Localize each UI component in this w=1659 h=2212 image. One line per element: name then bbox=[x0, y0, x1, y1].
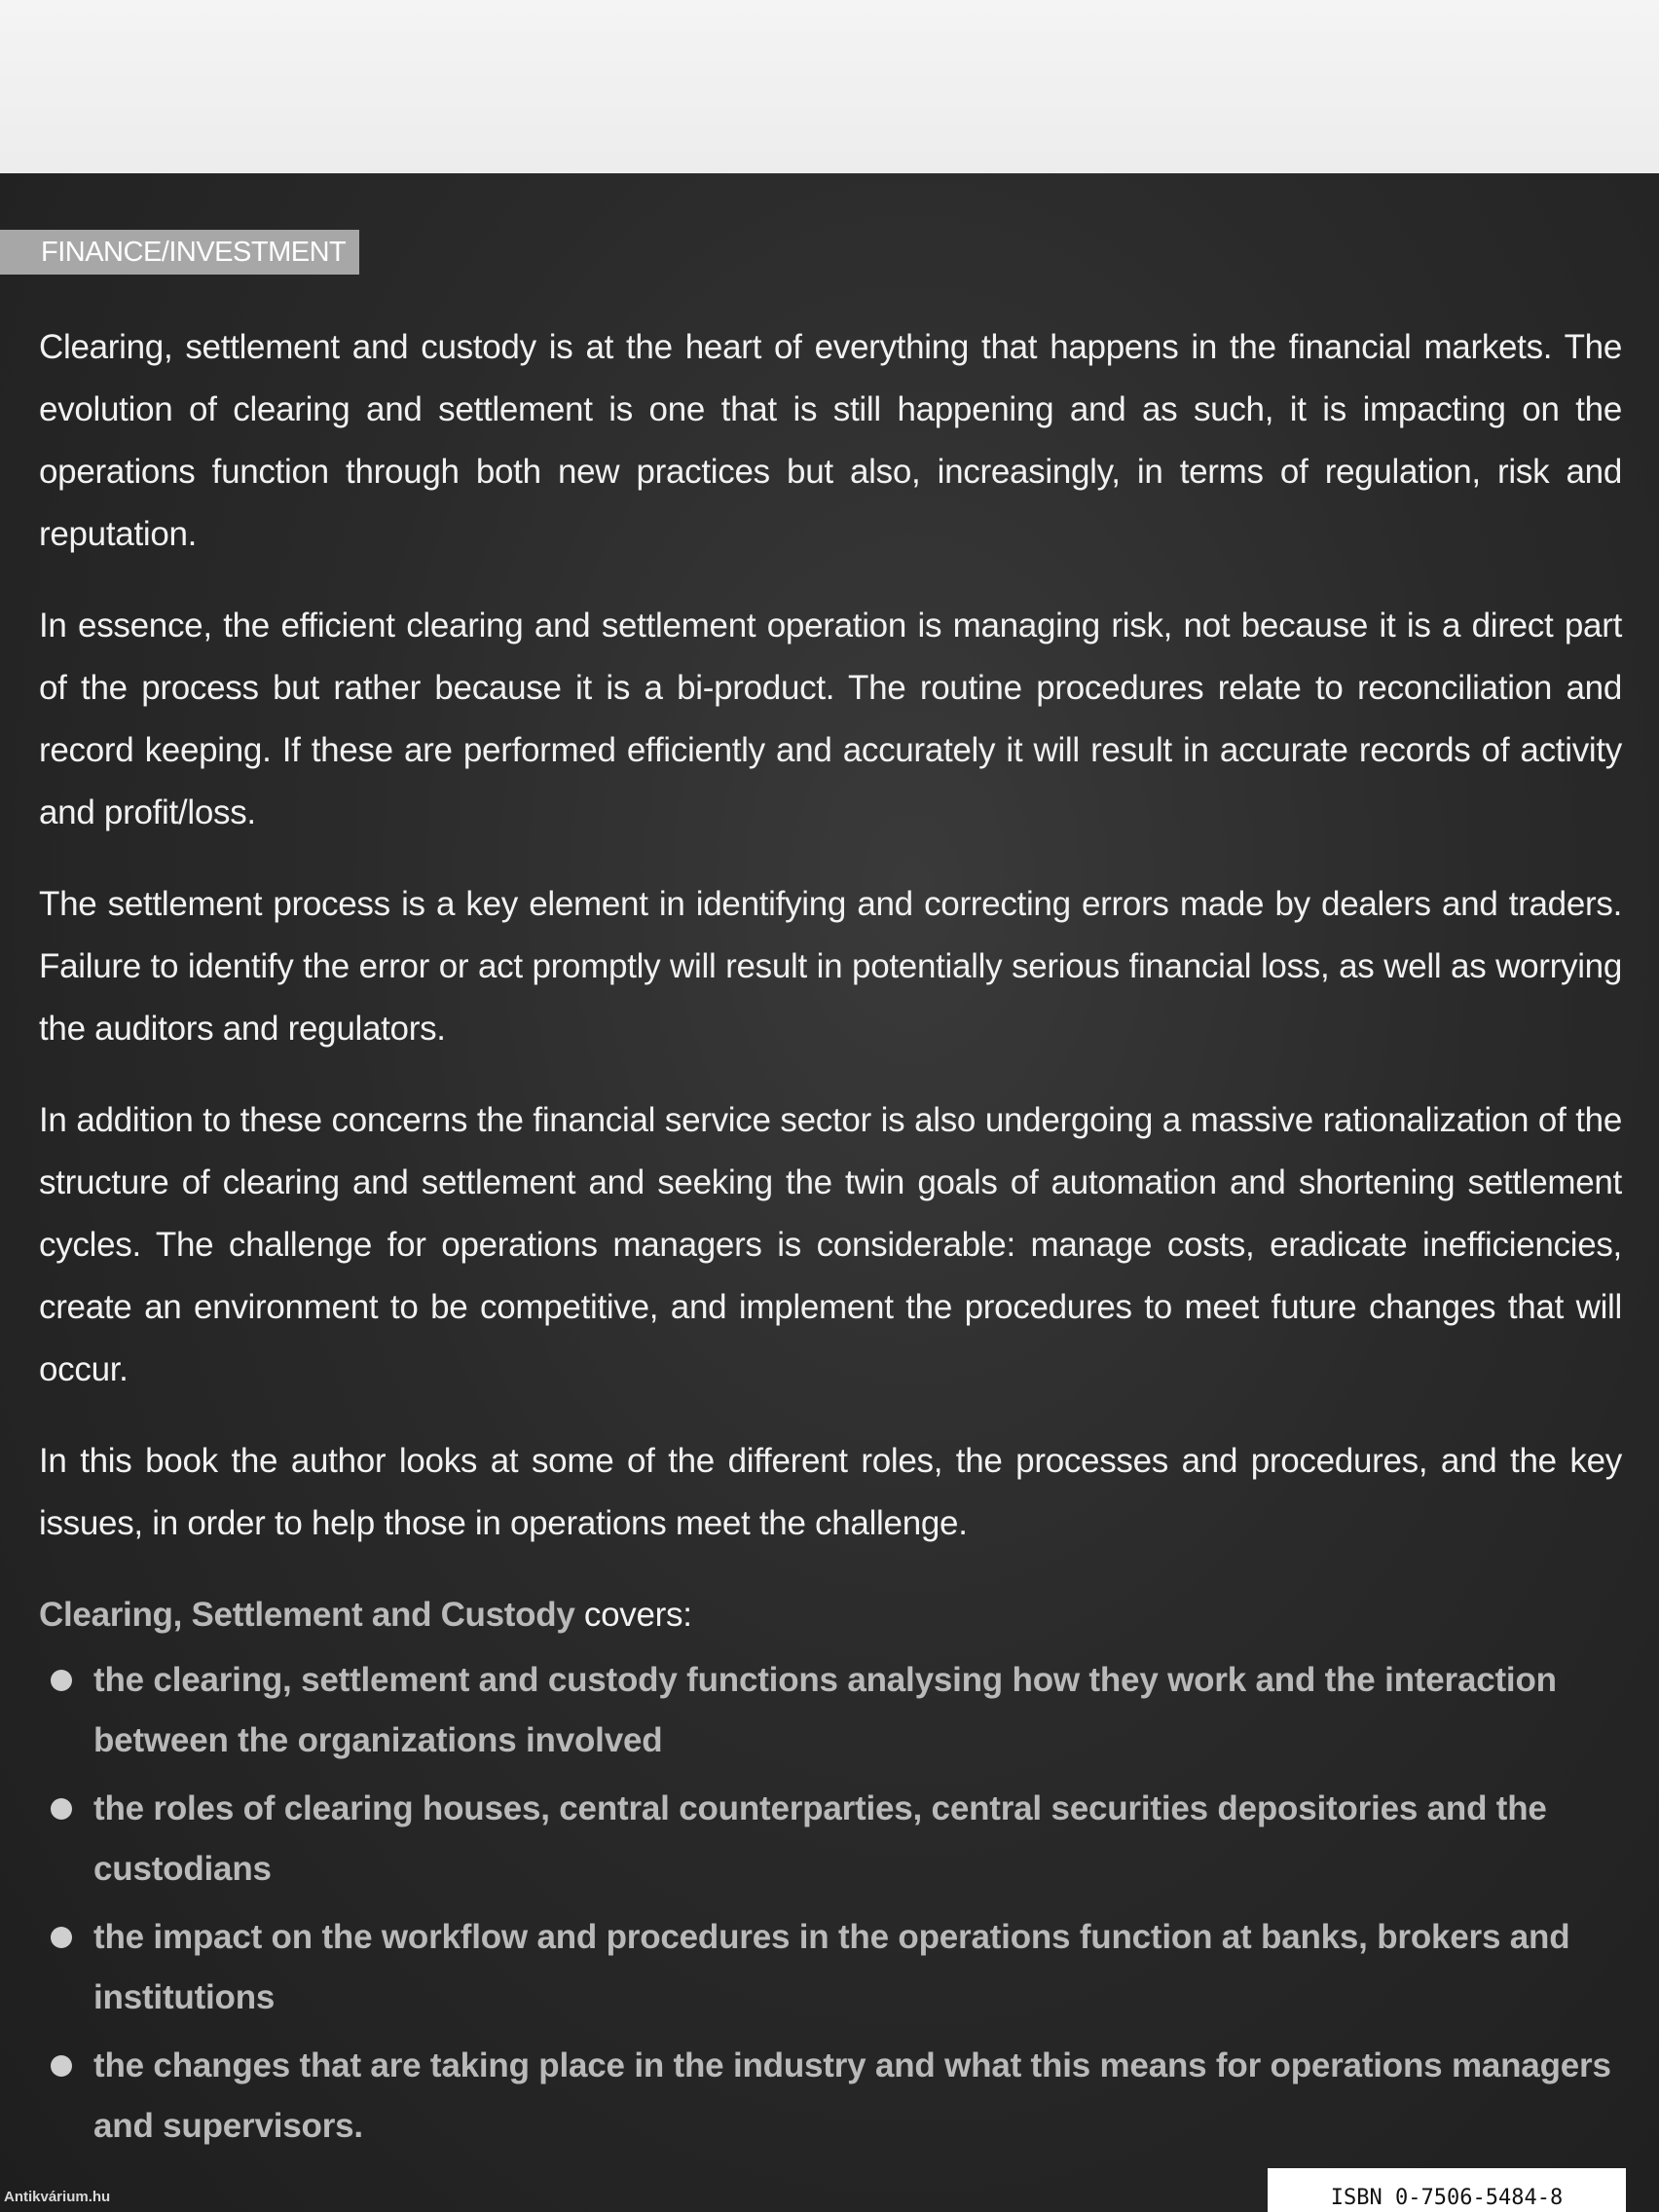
list-item bbox=[39, 1779, 1622, 1899]
list-item-text: the changes that are taking place in the industry and what this means for operations managers and supervisors. bbox=[93, 2046, 1611, 2145]
blurb-text bbox=[39, 316, 1622, 2164]
list-item bbox=[39, 1650, 1622, 1771]
bullet-icon bbox=[51, 1670, 72, 1691]
coverage-list bbox=[39, 1650, 1622, 2157]
book-title: Clearing, Settlement and Custody bbox=[39, 1596, 575, 1634]
blurb-paragraph-2: In essence, the efficient clearing and settlement operation is managing risk, not because it is a direct part of the process but rather because it is a bi-product. The routine procedures relate to reconciliation and record keeping. If these are performed efficiently and accurately it will result in accurate records of activity and profit/loss. bbox=[39, 607, 1622, 831]
bullet-icon bbox=[51, 1927, 72, 1948]
bullet-icon bbox=[51, 2055, 72, 2077]
blurb-paragraph-4: In addition to these concerns the financial service sector is also undergoing a massive rationalization of the structure of clearing and settlement and seeking the twin goals of automation and shortening settlement cycles. The challenge for operations managers is considerable: manage costs, eradicate inefficiencies, create an environment to be competitive, and implement the procedures to meet future changes that will occur. bbox=[39, 1101, 1622, 1388]
blurb-paragraph-3: The settlement process is a key element in identifying and correcting errors made by dealers and traders. Failure to identify the error or act promptly will result in potentially serious financial loss, as well as worrying the auditors and regulators. bbox=[39, 885, 1622, 1048]
covers-suffix: covers: bbox=[574, 1596, 692, 1634]
list-item bbox=[39, 2036, 1622, 2157]
list-item-text: the impact on the workflow and procedures in the operations function at banks, brokers and institutions bbox=[93, 1918, 1570, 2016]
watermark-text: Antikvárium.hu bbox=[4, 2189, 111, 2205]
covers-heading bbox=[39, 1584, 1622, 1646]
list-item bbox=[39, 1907, 1622, 2028]
list-item-text: the roles of clearing houses, central counterparties, central securities depositories and the custodians bbox=[93, 1789, 1547, 1888]
bullet-icon bbox=[51, 1798, 72, 1820]
isbn-label: ISBN 0-7506-5484-8 bbox=[1268, 2168, 1626, 2212]
blurb-paragraph-1: Clearing, settlement and custody is at the heart of everything that happens in the financial markets. The evolution of clearing and settlement is one that is still happening and as such, it is impacting on the operations function through both new practices but also, increasingly, in terms of regulation, risk and reputation. bbox=[39, 328, 1622, 553]
category-label: FINANCE/INVESTMENT bbox=[0, 230, 359, 275]
blurb-paragraph-5: In this book the author looks at some of the different roles, the processes and procedures, and the key issues, in order to help those in operations meet the challenge. bbox=[39, 1442, 1622, 1542]
page-top-margin bbox=[0, 0, 1659, 185]
list-item-text: the clearing, settlement and custody functions analysing how they work and the interaction between the organizations involved bbox=[93, 1661, 1557, 1759]
